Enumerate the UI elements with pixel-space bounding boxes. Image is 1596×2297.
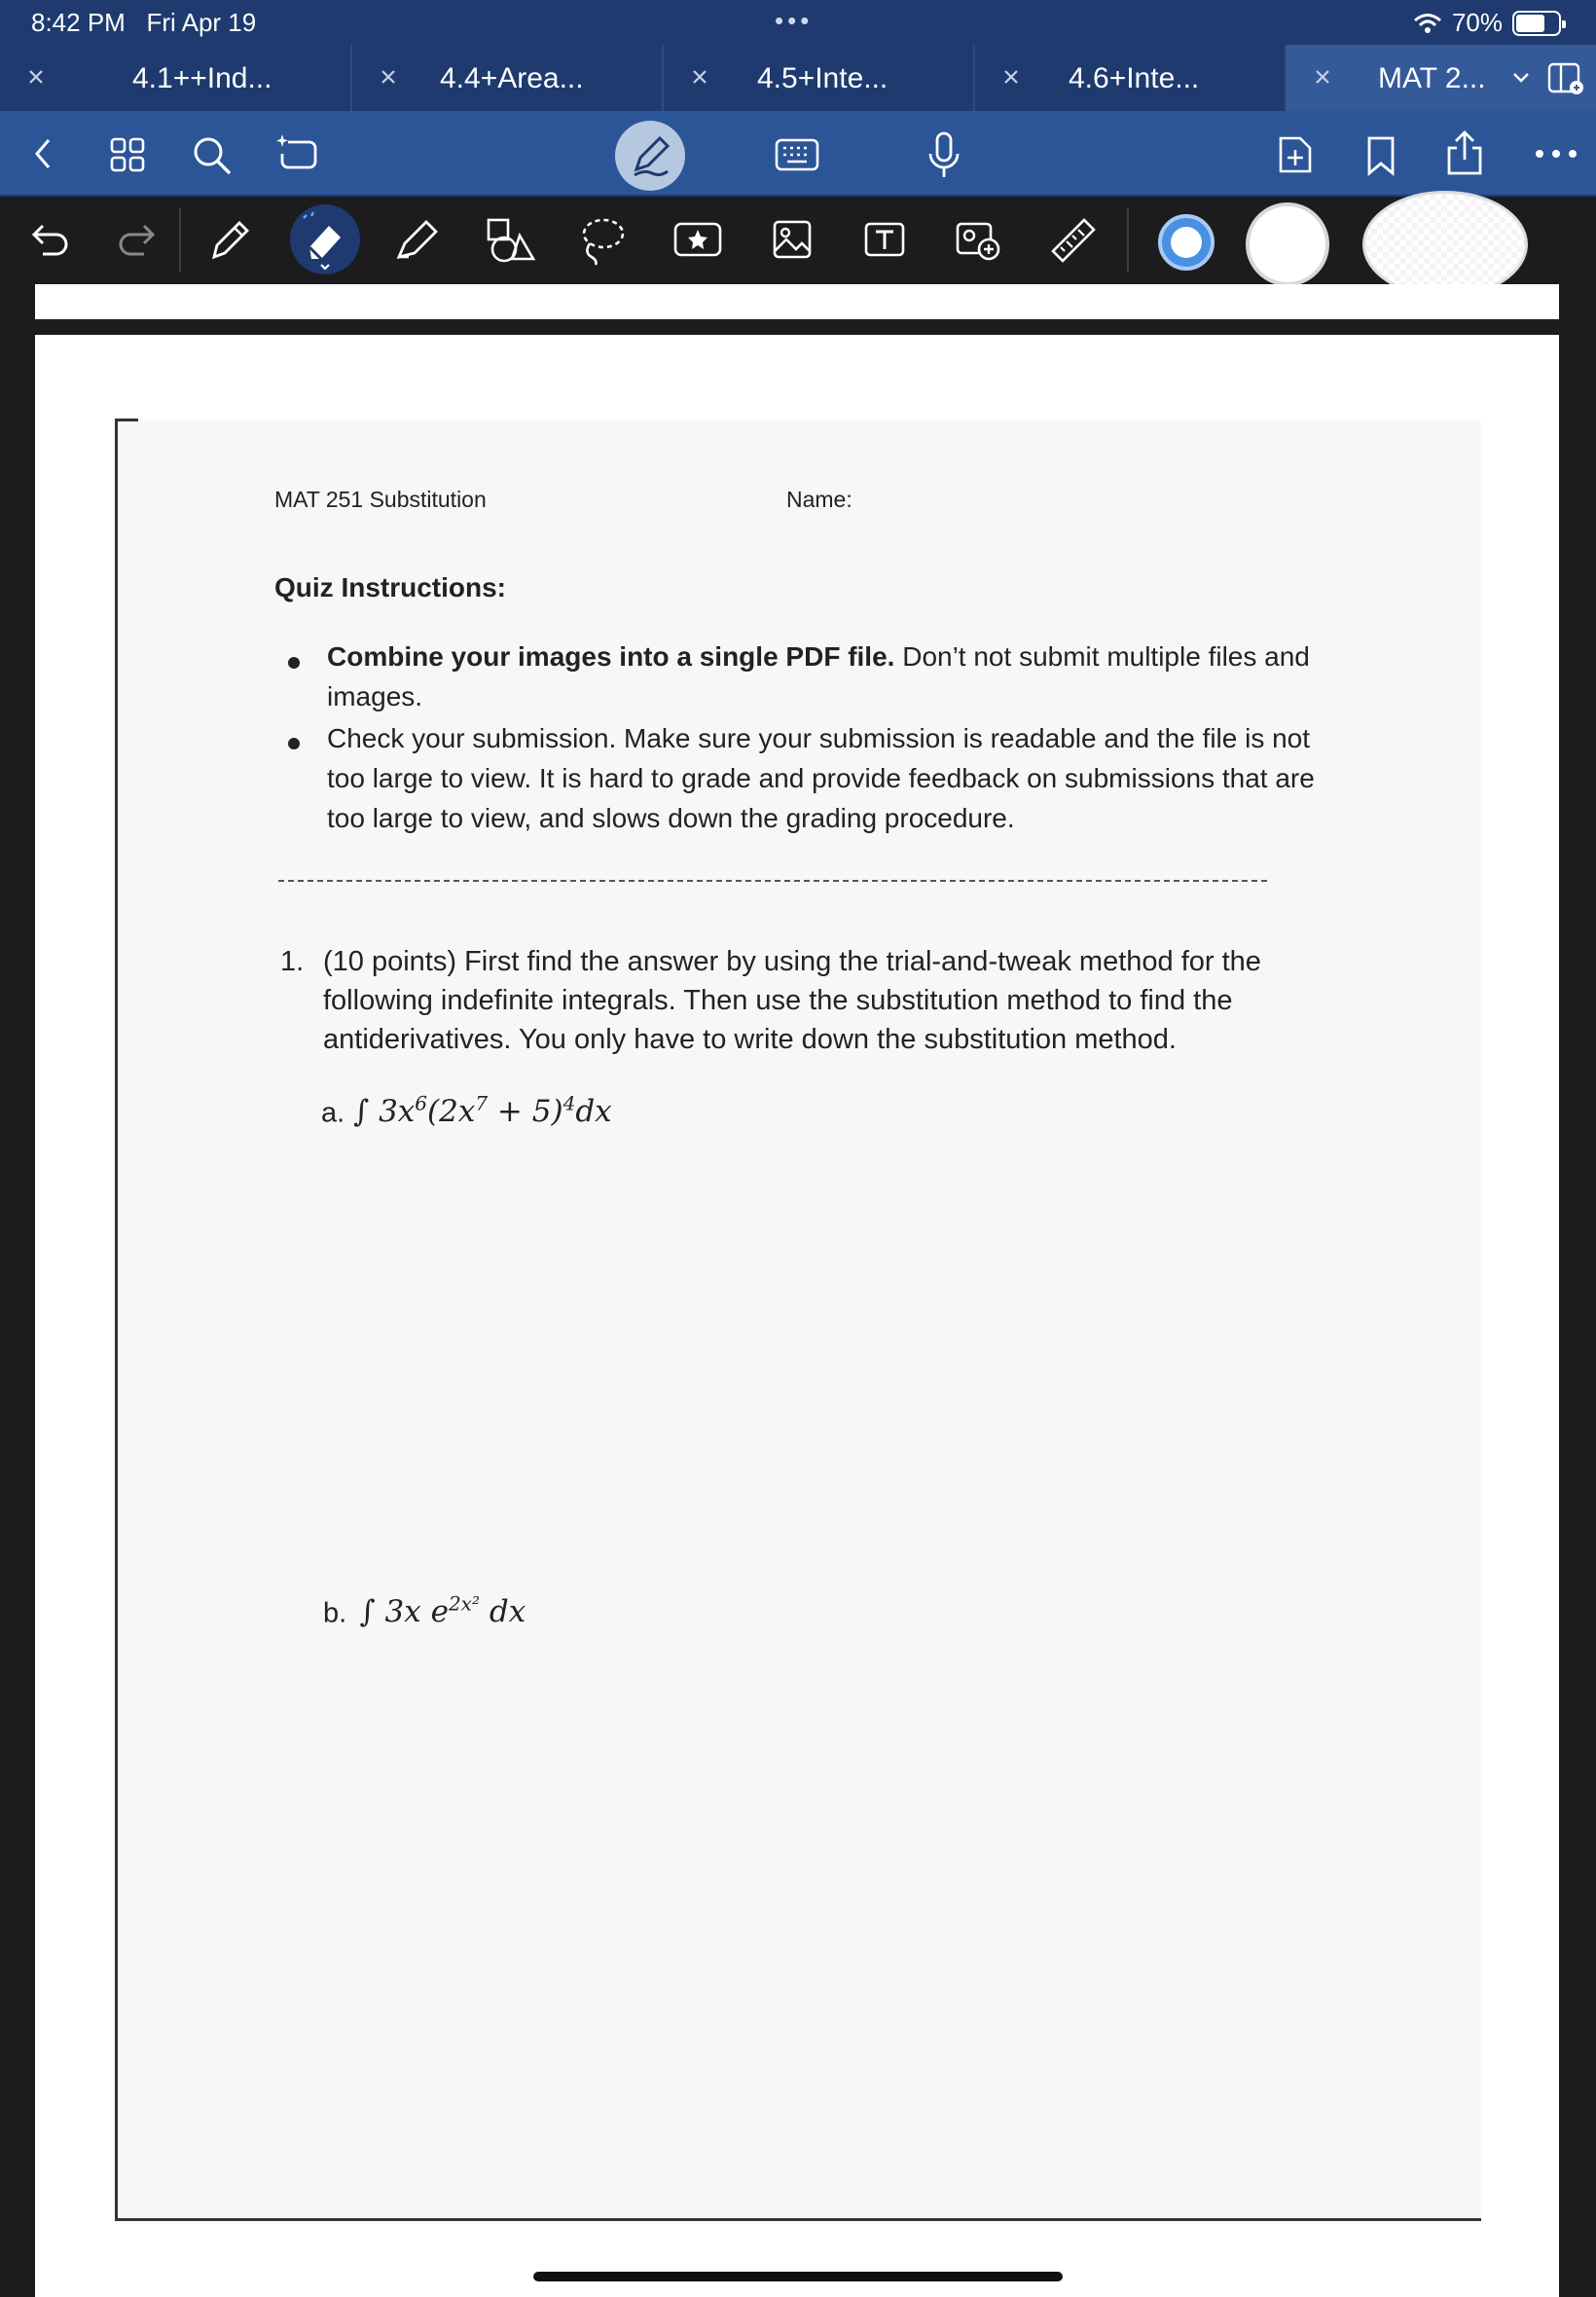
integral-expression: ∫ 3x $e^{2x^2}$ dx — [359, 1592, 526, 1630]
thumbnails-grid-icon[interactable] — [109, 136, 146, 173]
text-box-icon[interactable] — [860, 218, 909, 261]
lasso-icon[interactable] — [578, 214, 629, 267]
shapes-icon[interactable] — [483, 214, 537, 267]
keyboard-icon[interactable] — [775, 138, 819, 171]
status-indicators — [1413, 8, 1561, 38]
share-icon[interactable] — [1444, 128, 1485, 177]
image-icon[interactable] — [771, 218, 814, 261]
split-view-icon[interactable] — [1545, 58, 1584, 97]
home-indicator[interactable] — [533, 2272, 1063, 2281]
worksheet-name-label: Name: — [786, 487, 852, 512]
add-page-icon[interactable] — [1275, 132, 1316, 177]
tab-title: 4.4+Area... — [440, 62, 584, 94]
multitasking-dots[interactable]: ••• — [775, 6, 814, 35]
status-time: 8:42 PM Fri Apr 19 — [31, 8, 257, 37]
tab-document-1[interactable] — [0, 45, 352, 111]
pen-mode-icon — [615, 121, 685, 191]
back-chevron-icon[interactable] — [29, 134, 58, 173]
wifi-icon — [1413, 13, 1442, 34]
scan-corner — [115, 419, 138, 421]
status-bar — [0, 0, 1596, 45]
question-1 — [280, 942, 1312, 1059]
color-swatch-white[interactable] — [1246, 202, 1329, 286]
tab-document-3[interactable] — [664, 45, 975, 111]
bullet-dot — [288, 657, 300, 669]
sticker-icon[interactable] — [671, 216, 724, 263]
close-icon[interactable] — [21, 62, 51, 91]
chevron-down-icon[interactable] — [1510, 66, 1532, 88]
instruction-item: Check your submission. Make sure your submission is readable and the file is not too large to view. It is hard to grade and provide feedback on submissions that are too large to view, and slows down the grading procedure. — [327, 723, 1315, 833]
tab-bar — [0, 45, 1596, 111]
battery-percent: 70% — [1451, 8, 1503, 37]
toolbar-divider — [1127, 208, 1129, 273]
eraser-tool-selected[interactable] — [290, 204, 360, 274]
navigation-toolbar — [0, 111, 1596, 197]
previous-page-edge — [35, 284, 1559, 319]
close-icon[interactable] — [997, 62, 1026, 91]
question-text: (10 points) First find the answer by using the trial-and-tweak method for the following indefinite integrals. Then use the substitution method to find the antiderivatives. You only have to write down the substitution method. — [323, 946, 1261, 1055]
part-b — [323, 1592, 526, 1629]
part-label: b. — [323, 1597, 347, 1629]
ruler-icon[interactable] — [1047, 214, 1100, 267]
tab-title: MAT 2... — [1378, 62, 1486, 94]
pen-mode-button[interactable] — [615, 121, 685, 191]
worksheet-course-title: MAT 251 Substitution — [274, 487, 487, 512]
part-label: a. — [321, 1097, 345, 1129]
redo-icon[interactable] — [115, 220, 158, 259]
separator-dashed-line — [278, 880, 1267, 882]
pen-icon[interactable] — [204, 214, 253, 265]
eraser-icon — [290, 204, 360, 274]
drawing-toolbar — [0, 197, 1596, 284]
tab-title: 4.1++Ind... — [132, 62, 272, 94]
battery-icon — [1512, 11, 1561, 36]
size-swatch-large[interactable] — [1362, 191, 1528, 298]
color-swatch-blue-selected[interactable] — [1158, 214, 1215, 271]
more-icon[interactable] — [1534, 148, 1578, 160]
microphone-icon[interactable] — [926, 130, 961, 181]
search-icon[interactable] — [191, 134, 234, 177]
part-a — [321, 1092, 612, 1129]
tab-document-2[interactable] — [352, 45, 664, 111]
bullet-dot — [288, 738, 300, 749]
highlighter-icon[interactable] — [391, 214, 442, 265]
bookmark-sparkle-icon[interactable] — [274, 130, 323, 179]
camera-icon[interactable] — [954, 214, 1004, 265]
tab-document-5-active[interactable] — [1287, 45, 1596, 111]
bookmark-icon[interactable] — [1364, 134, 1397, 177]
close-icon[interactable] — [1308, 62, 1337, 91]
tab-title: 4.5+Inte... — [757, 62, 889, 94]
tab-title: 4.6+Inte... — [1069, 62, 1200, 94]
undo-icon[interactable] — [29, 220, 72, 259]
question-number: 1. — [280, 946, 305, 977]
close-icon[interactable] — [374, 62, 403, 91]
instructions-title: Quiz Instructions: — [274, 572, 506, 602]
instruction-item: Combine your images into a single PDF file. Don’t not submit multiple files and images. — [327, 641, 1310, 711]
integral-expression: ∫ $3x^6(2x^7 + 5)^4dx$ — [353, 1092, 612, 1130]
close-icon[interactable] — [685, 62, 714, 91]
tab-document-4[interactable] — [975, 45, 1287, 111]
toolbar-divider — [179, 208, 181, 273]
